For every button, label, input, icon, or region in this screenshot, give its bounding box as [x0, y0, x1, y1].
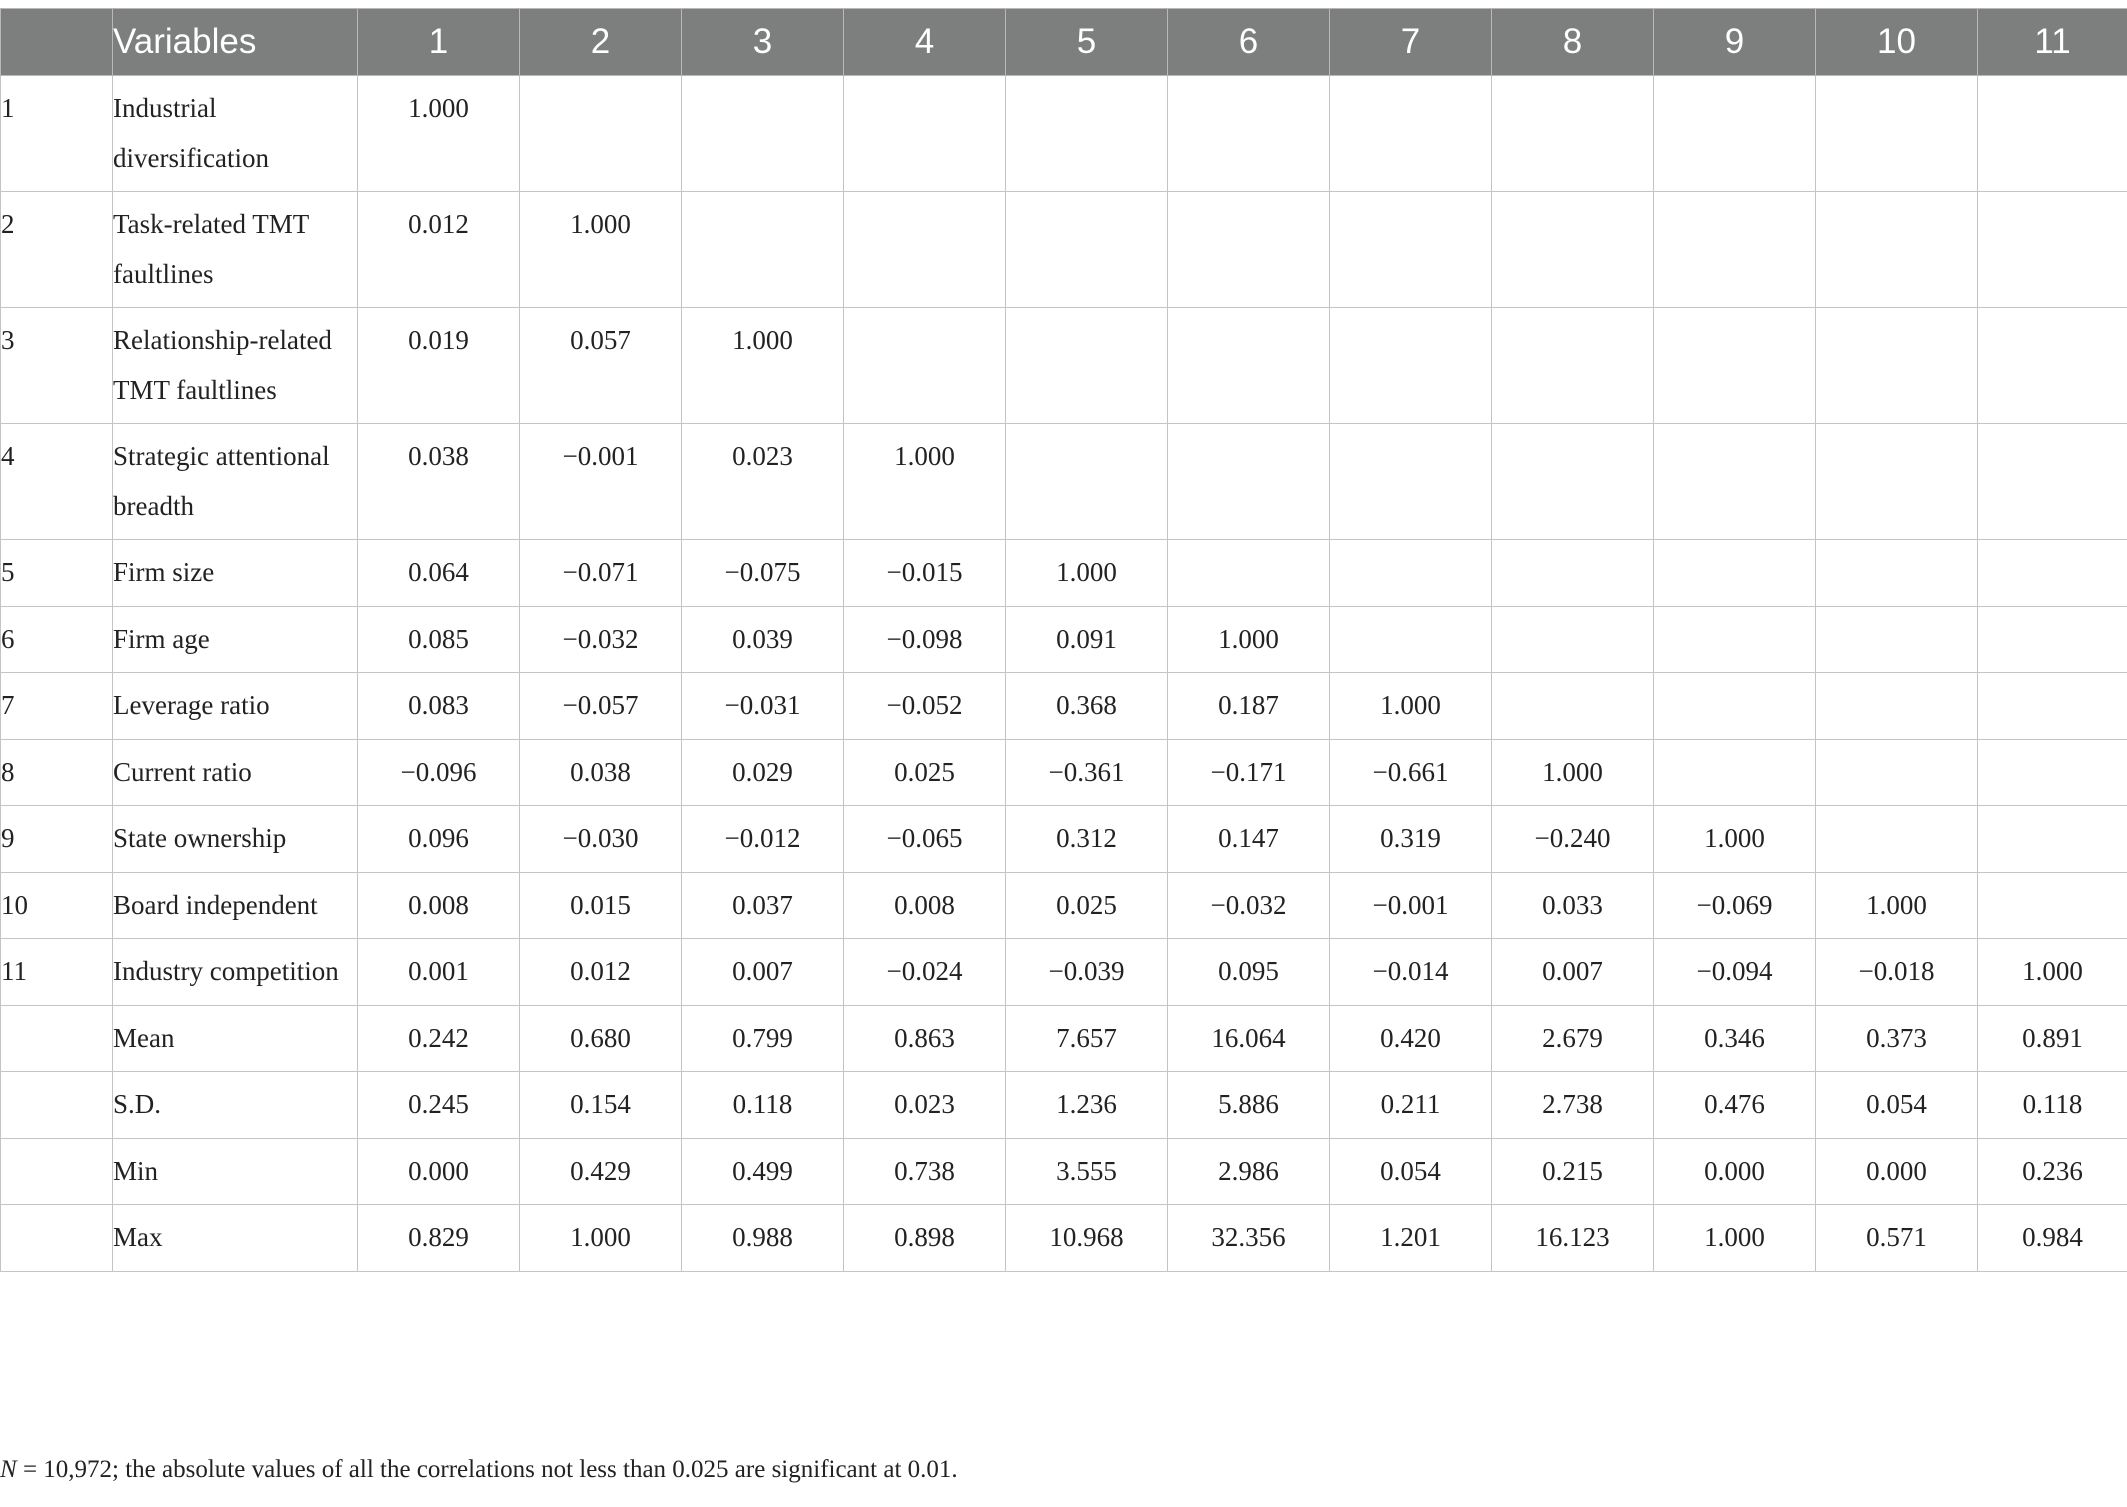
cell-value — [1492, 424, 1654, 540]
cell-value: 0.037 — [682, 872, 844, 939]
row-index: 9 — [1, 806, 113, 873]
cell-value: 0.799 — [682, 1005, 844, 1072]
cell-value — [1006, 308, 1168, 424]
cell-value: 0.346 — [1654, 1005, 1816, 1072]
cell-value — [1978, 872, 2127, 939]
table-row — [1, 192, 2127, 308]
row-variable: Relationship-related TMT faultlines — [113, 308, 358, 424]
cell-value — [1492, 540, 1654, 607]
table-row — [1, 939, 2127, 1006]
cell-value: 0.033 — [1492, 872, 1654, 939]
cell-value: 1.000 — [520, 192, 682, 308]
cell-value — [1168, 424, 1330, 540]
cell-value: 0.988 — [682, 1205, 844, 1272]
cell-value — [1006, 192, 1168, 308]
cell-value: −0.661 — [1330, 739, 1492, 806]
cell-value: 0.015 — [520, 872, 682, 939]
cell-value: 32.356 — [1168, 1205, 1330, 1272]
row-variable: Leverage ratio — [113, 673, 358, 740]
table-row — [1, 1072, 2127, 1139]
table-row — [1, 872, 2127, 939]
row-variable: Industry competition — [113, 939, 358, 1006]
cell-value: −0.024 — [844, 939, 1006, 1006]
row-index: 11 — [1, 939, 113, 1006]
cell-value: 0.008 — [358, 872, 520, 939]
cell-value: 1.000 — [520, 1205, 682, 1272]
cell-value — [1168, 76, 1330, 192]
row-variable: Min — [113, 1138, 358, 1205]
cell-value: 0.019 — [358, 308, 520, 424]
cell-value — [1978, 540, 2127, 607]
row-index: 1 — [1, 76, 113, 192]
table-footnote — [0, 1456, 958, 1484]
cell-value — [1330, 76, 1492, 192]
cell-value — [1492, 76, 1654, 192]
cell-value — [1654, 606, 1816, 673]
cell-value — [1330, 540, 1492, 607]
cell-value: 16.064 — [1168, 1005, 1330, 1072]
cell-value: 0.038 — [520, 739, 682, 806]
cell-value: 0.499 — [682, 1138, 844, 1205]
table-row — [1, 540, 2127, 607]
row-variable: S.D. — [113, 1072, 358, 1139]
cell-value: −0.032 — [520, 606, 682, 673]
cell-value: 0.245 — [358, 1072, 520, 1139]
cell-value: 2.679 — [1492, 1005, 1654, 1072]
cell-value: 0.057 — [520, 308, 682, 424]
cell-value — [1330, 606, 1492, 673]
cell-value — [1978, 606, 2127, 673]
cell-value — [1978, 76, 2127, 192]
table-row — [1, 1138, 2127, 1205]
cell-value: 0.118 — [1978, 1072, 2127, 1139]
cell-value: 3.555 — [1006, 1138, 1168, 1205]
cell-value — [1168, 308, 1330, 424]
cell-value — [844, 192, 1006, 308]
cell-value — [844, 308, 1006, 424]
cell-value: 0.242 — [358, 1005, 520, 1072]
cell-value: 0.000 — [1654, 1138, 1816, 1205]
cell-value: 1.000 — [1978, 939, 2127, 1006]
row-variable: Task-related TMT faultlines — [113, 192, 358, 308]
cell-value: 16.123 — [1492, 1205, 1654, 1272]
row-index — [1, 1138, 113, 1205]
cell-value — [1816, 673, 1978, 740]
cell-value: 1.236 — [1006, 1072, 1168, 1139]
cell-value: 0.083 — [358, 673, 520, 740]
cell-value: −0.240 — [1492, 806, 1654, 873]
cell-value — [1654, 192, 1816, 308]
row-index — [1, 1072, 113, 1139]
header-col-2: 2 — [520, 9, 682, 76]
header-col-3: 3 — [682, 9, 844, 76]
cell-value — [1654, 673, 1816, 740]
cell-value: −0.012 — [682, 806, 844, 873]
header-col-7: 7 — [1330, 9, 1492, 76]
header-col-6: 6 — [1168, 9, 1330, 76]
cell-value — [1816, 424, 1978, 540]
cell-value: 0.007 — [682, 939, 844, 1006]
cell-value: 0.118 — [682, 1072, 844, 1139]
cell-value: 0.023 — [682, 424, 844, 540]
cell-value — [1978, 424, 2127, 540]
cell-value — [1816, 739, 1978, 806]
cell-value — [1330, 424, 1492, 540]
cell-value: 0.095 — [1168, 939, 1330, 1006]
cell-value — [1654, 739, 1816, 806]
cell-value — [1978, 192, 2127, 308]
cell-value: −0.075 — [682, 540, 844, 607]
cell-value: −0.171 — [1168, 739, 1330, 806]
header-index — [1, 9, 113, 76]
cell-value: −0.014 — [1330, 939, 1492, 1006]
cell-value: 0.476 — [1654, 1072, 1816, 1139]
cell-value: 1.000 — [1330, 673, 1492, 740]
table-row — [1, 1005, 2127, 1072]
cell-value — [1492, 606, 1654, 673]
table-header — [1, 9, 2127, 76]
cell-value — [1330, 308, 1492, 424]
row-variable: State ownership — [113, 806, 358, 873]
cell-value: 10.968 — [1006, 1205, 1168, 1272]
cell-value: −0.071 — [520, 540, 682, 607]
header-row — [1, 9, 2127, 76]
row-variable: Firm size — [113, 540, 358, 607]
table-row — [1, 606, 2127, 673]
header-col-10: 10 — [1816, 9, 1978, 76]
cell-value: 0.054 — [1816, 1072, 1978, 1139]
cell-value — [1168, 540, 1330, 607]
cell-value: 2.738 — [1492, 1072, 1654, 1139]
cell-value — [1816, 806, 1978, 873]
row-index — [1, 1205, 113, 1272]
cell-value: 0.038 — [358, 424, 520, 540]
cell-value: −0.018 — [1816, 939, 1978, 1006]
row-index — [1, 1005, 113, 1072]
footnote-text: = 10,972; the absolute values of all the correlations not less than 0.025 are significant at 0.01. — [16, 1456, 958, 1483]
footnote-n-symbol: N — [0, 1456, 17, 1483]
table-row — [1, 673, 2127, 740]
cell-value: 1.000 — [1492, 739, 1654, 806]
row-variable: Firm age — [113, 606, 358, 673]
cell-value: 0.007 — [1492, 939, 1654, 1006]
cell-value: 0.023 — [844, 1072, 1006, 1139]
cell-value — [1492, 673, 1654, 740]
cell-value — [1654, 308, 1816, 424]
cell-value: 0.025 — [1006, 872, 1168, 939]
cell-value: −0.039 — [1006, 939, 1168, 1006]
header-col-4: 4 — [844, 9, 1006, 76]
header-col-1: 1 — [358, 9, 520, 76]
cell-value — [1816, 308, 1978, 424]
cell-value: −0.052 — [844, 673, 1006, 740]
cell-value: 0.236 — [1978, 1138, 2127, 1205]
cell-value: 0.211 — [1330, 1072, 1492, 1139]
row-index: 10 — [1, 872, 113, 939]
cell-value: −0.015 — [844, 540, 1006, 607]
row-index: 4 — [1, 424, 113, 540]
cell-value: 0.000 — [358, 1138, 520, 1205]
cell-value: −0.030 — [520, 806, 682, 873]
cell-value: 0.420 — [1330, 1005, 1492, 1072]
cell-value: 1.000 — [358, 76, 520, 192]
cell-value: 0.054 — [1330, 1138, 1492, 1205]
cell-value: 0.898 — [844, 1205, 1006, 1272]
cell-value: −0.001 — [520, 424, 682, 540]
table-row — [1, 739, 2127, 806]
cell-value: 0.319 — [1330, 806, 1492, 873]
cell-value: −0.065 — [844, 806, 1006, 873]
header-variables: Variables — [113, 9, 358, 76]
row-index: 5 — [1, 540, 113, 607]
cell-value: 0.215 — [1492, 1138, 1654, 1205]
cell-value: 0.738 — [844, 1138, 1006, 1205]
header-col-9: 9 — [1654, 9, 1816, 76]
cell-value — [1330, 192, 1492, 308]
cell-value: −0.057 — [520, 673, 682, 740]
cell-value — [1978, 806, 2127, 873]
table-row — [1, 76, 2127, 192]
cell-value: −0.361 — [1006, 739, 1168, 806]
cell-value — [1978, 308, 2127, 424]
row-variable: Industrial diversification — [113, 76, 358, 192]
cell-value: 0.829 — [358, 1205, 520, 1272]
cell-value: 0.012 — [358, 192, 520, 308]
cell-value: −0.069 — [1654, 872, 1816, 939]
table-body — [1, 76, 2127, 1272]
cell-value: 0.091 — [1006, 606, 1168, 673]
cell-value: 0.008 — [844, 872, 1006, 939]
cell-value — [844, 76, 1006, 192]
cell-value: 0.039 — [682, 606, 844, 673]
table-row — [1, 1205, 2127, 1272]
cell-value: 0.001 — [358, 939, 520, 1006]
cell-value: 2.986 — [1168, 1138, 1330, 1205]
cell-value — [1654, 424, 1816, 540]
cell-value: 0.863 — [844, 1005, 1006, 1072]
cell-value: 0.096 — [358, 806, 520, 873]
cell-value: 1.000 — [1654, 806, 1816, 873]
cell-value: 5.886 — [1168, 1072, 1330, 1139]
row-variable: Current ratio — [113, 739, 358, 806]
cell-value: 0.187 — [1168, 673, 1330, 740]
cell-value: 1.201 — [1330, 1205, 1492, 1272]
cell-value: 0.064 — [358, 540, 520, 607]
cell-value — [1816, 540, 1978, 607]
cell-value: −0.031 — [682, 673, 844, 740]
cell-value — [1978, 739, 2127, 806]
table-row — [1, 424, 2127, 540]
cell-value: 0.012 — [520, 939, 682, 1006]
cell-value — [1006, 424, 1168, 540]
row-index: 2 — [1, 192, 113, 308]
cell-value: 0.312 — [1006, 806, 1168, 873]
cell-value: 0.891 — [1978, 1005, 2127, 1072]
cell-value: 0.147 — [1168, 806, 1330, 873]
header-col-5: 5 — [1006, 9, 1168, 76]
cell-value — [682, 192, 844, 308]
cell-value — [1654, 540, 1816, 607]
cell-value: 0.368 — [1006, 673, 1168, 740]
cell-value: −0.032 — [1168, 872, 1330, 939]
cell-value: 0.680 — [520, 1005, 682, 1072]
cell-value: 0.154 — [520, 1072, 682, 1139]
cell-value — [1654, 76, 1816, 192]
table-row — [1, 308, 2127, 424]
cell-value: −0.001 — [1330, 872, 1492, 939]
cell-value: 0.984 — [1978, 1205, 2127, 1272]
row-index: 3 — [1, 308, 113, 424]
cell-value — [1006, 76, 1168, 192]
cell-value: −0.094 — [1654, 939, 1816, 1006]
header-col-8: 8 — [1492, 9, 1654, 76]
cell-value: 0.429 — [520, 1138, 682, 1205]
cell-value: 1.000 — [1654, 1205, 1816, 1272]
cell-value: 1.000 — [1816, 872, 1978, 939]
correlation-table — [0, 8, 2127, 1272]
cell-value — [1978, 673, 2127, 740]
cell-value: 1.000 — [1168, 606, 1330, 673]
row-variable: Strategic attentional breadth — [113, 424, 358, 540]
cell-value: 0.085 — [358, 606, 520, 673]
cell-value — [682, 76, 844, 192]
cell-value: 0.029 — [682, 739, 844, 806]
cell-value — [1816, 606, 1978, 673]
row-variable: Mean — [113, 1005, 358, 1072]
cell-value: 0.373 — [1816, 1005, 1978, 1072]
row-index: 6 — [1, 606, 113, 673]
cell-value: 1.000 — [844, 424, 1006, 540]
row-index: 7 — [1, 673, 113, 740]
cell-value: −0.096 — [358, 739, 520, 806]
cell-value — [1816, 192, 1978, 308]
cell-value — [1492, 308, 1654, 424]
row-index: 8 — [1, 739, 113, 806]
cell-value — [520, 76, 682, 192]
header-col-11: 11 — [1978, 9, 2127, 76]
cell-value — [1816, 76, 1978, 192]
cell-value — [1492, 192, 1654, 308]
row-variable: Board independent — [113, 872, 358, 939]
table-row — [1, 806, 2127, 873]
cell-value: 0.025 — [844, 739, 1006, 806]
cell-value: 0.571 — [1816, 1205, 1978, 1272]
cell-value: 7.657 — [1006, 1005, 1168, 1072]
cell-value — [1168, 192, 1330, 308]
cell-value: 0.000 — [1816, 1138, 1978, 1205]
cell-value: −0.098 — [844, 606, 1006, 673]
cell-value: 1.000 — [682, 308, 844, 424]
row-variable: Max — [113, 1205, 358, 1272]
cell-value: 1.000 — [1006, 540, 1168, 607]
